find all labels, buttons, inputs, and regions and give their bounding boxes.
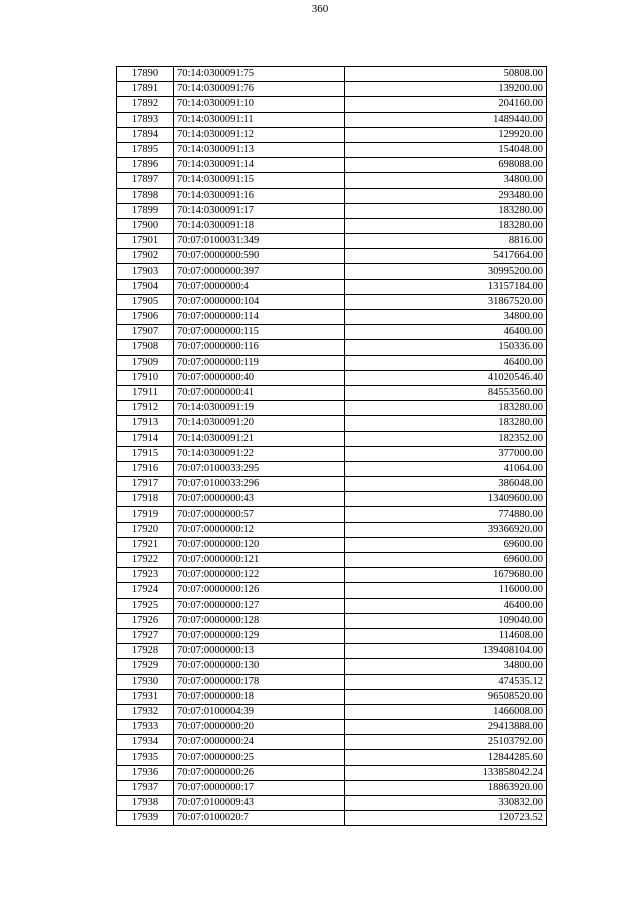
- table-row: [117, 735, 547, 750]
- row-number-cell: 17901: [117, 234, 174, 249]
- value-cell: 69600.00: [345, 553, 547, 568]
- cadastral-number-cell: 70:07:0000000:120: [174, 537, 345, 552]
- table-row: [117, 112, 547, 127]
- value-cell: 150336.00: [345, 340, 547, 355]
- value-cell: 34800.00: [345, 310, 547, 325]
- value-cell: 41064.00: [345, 461, 547, 476]
- row-number-cell: 17914: [117, 431, 174, 446]
- row-number-cell: 17902: [117, 249, 174, 264]
- table-row: [117, 796, 547, 811]
- row-number-cell: 17906: [117, 310, 174, 325]
- value-cell: 13157184.00: [345, 279, 547, 294]
- value-cell: 183280.00: [345, 401, 547, 416]
- value-cell: 129920.00: [345, 127, 547, 142]
- table-row: [117, 704, 547, 719]
- parcel-table: [116, 66, 547, 826]
- value-cell: 96508520.00: [345, 689, 547, 704]
- table-row: [117, 613, 547, 628]
- value-cell: 30995200.00: [345, 264, 547, 279]
- value-cell: 41020546.40: [345, 370, 547, 385]
- table-row: [117, 507, 547, 522]
- row-number-cell: 17922: [117, 553, 174, 568]
- cadastral-number-cell: 70:14:0300091:12: [174, 127, 345, 142]
- table-row: [117, 644, 547, 659]
- value-cell: 39366920.00: [345, 522, 547, 537]
- value-cell: 84553560.00: [345, 385, 547, 400]
- row-number-cell: 17890: [117, 67, 174, 82]
- value-cell: 139200.00: [345, 82, 547, 97]
- value-cell: 116000.00: [345, 583, 547, 598]
- value-cell: 377000.00: [345, 446, 547, 461]
- cadastral-number-cell: 70:14:0300091:16: [174, 188, 345, 203]
- value-cell: 120723.52: [345, 811, 547, 826]
- row-number-cell: 17896: [117, 158, 174, 173]
- row-number-cell: 17909: [117, 355, 174, 370]
- cadastral-number-cell: 70:14:0300091:18: [174, 218, 345, 233]
- value-cell: 34800.00: [345, 659, 547, 674]
- cadastral-number-cell: 70:14:0300091:15: [174, 173, 345, 188]
- cadastral-number-cell: 70:14:0300091:20: [174, 416, 345, 431]
- table-row: [117, 310, 547, 325]
- value-cell: 5417664.00: [345, 249, 547, 264]
- row-number-cell: 17925: [117, 598, 174, 613]
- value-cell: 12844285.60: [345, 750, 547, 765]
- cadastral-number-cell: 70:07:0000000:590: [174, 249, 345, 264]
- cadastral-number-cell: 70:07:0000000:12: [174, 522, 345, 537]
- cadastral-number-cell: 70:07:0100033:295: [174, 461, 345, 476]
- cadastral-number-cell: 70:07:0000000:13: [174, 644, 345, 659]
- row-number-cell: 17904: [117, 279, 174, 294]
- row-number-cell: 17918: [117, 492, 174, 507]
- value-cell: 46400.00: [345, 355, 547, 370]
- value-cell: 46400.00: [345, 325, 547, 340]
- table-row: [117, 568, 547, 583]
- table-row: [117, 446, 547, 461]
- cadastral-number-cell: 70:07:0000000:126: [174, 583, 345, 598]
- row-number-cell: 17900: [117, 218, 174, 233]
- parcel-table-body: [117, 67, 547, 826]
- cadastral-number-cell: 70:07:0000000:18: [174, 689, 345, 704]
- value-cell: 13409600.00: [345, 492, 547, 507]
- cadastral-number-cell: 70:07:0000000:130: [174, 659, 345, 674]
- row-number-cell: 17891: [117, 82, 174, 97]
- cadastral-number-cell: 70:07:0000000:178: [174, 674, 345, 689]
- table-row: [117, 203, 547, 218]
- value-cell: 698088.00: [345, 158, 547, 173]
- cadastral-number-cell: 70:07:0000000:4: [174, 279, 345, 294]
- value-cell: 154048.00: [345, 142, 547, 157]
- row-number-cell: 17939: [117, 811, 174, 826]
- row-number-cell: 17938: [117, 796, 174, 811]
- cadastral-number-cell: 70:07:0000000:40: [174, 370, 345, 385]
- row-number-cell: 17926: [117, 613, 174, 628]
- cadastral-number-cell: 70:14:0300091:21: [174, 431, 345, 446]
- table-row: [117, 158, 547, 173]
- table-row: [117, 492, 547, 507]
- value-cell: 386048.00: [345, 477, 547, 492]
- table-row: [117, 401, 547, 416]
- value-cell: 25103792.00: [345, 735, 547, 750]
- row-number-cell: 17932: [117, 704, 174, 719]
- row-number-cell: 17899: [117, 203, 174, 218]
- value-cell: 31867520.00: [345, 294, 547, 309]
- row-number-cell: 17928: [117, 644, 174, 659]
- table-row: [117, 659, 547, 674]
- table-row: [117, 750, 547, 765]
- row-number-cell: 17908: [117, 340, 174, 355]
- table-row: [117, 553, 547, 568]
- table-row: [117, 780, 547, 795]
- cadastral-number-cell: 70:07:0000000:129: [174, 628, 345, 643]
- value-cell: 8816.00: [345, 234, 547, 249]
- cadastral-number-cell: 70:14:0300091:14: [174, 158, 345, 173]
- cadastral-number-cell: 70:07:0000000:116: [174, 340, 345, 355]
- row-number-cell: 17924: [117, 583, 174, 598]
- cadastral-number-cell: 70:07:0000000:104: [174, 294, 345, 309]
- table-row: [117, 628, 547, 643]
- table-row: [117, 370, 547, 385]
- cadastral-number-cell: 70:07:0100004:39: [174, 704, 345, 719]
- value-cell: 34800.00: [345, 173, 547, 188]
- page-number: 360: [311, 3, 329, 15]
- row-number-cell: 17911: [117, 385, 174, 400]
- table-row: [117, 279, 547, 294]
- value-cell: 109040.00: [345, 613, 547, 628]
- value-cell: 50808.00: [345, 67, 547, 82]
- table-row: [117, 355, 547, 370]
- row-number-cell: 17910: [117, 370, 174, 385]
- value-cell: 1466008.00: [345, 704, 547, 719]
- table-row: [117, 477, 547, 492]
- table-row: [117, 294, 547, 309]
- row-number-cell: 17905: [117, 294, 174, 309]
- cadastral-number-cell: 70:07:0000000:119: [174, 355, 345, 370]
- row-number-cell: 17927: [117, 628, 174, 643]
- value-cell: 204160.00: [345, 97, 547, 112]
- table-row: [117, 82, 547, 97]
- cadastral-number-cell: 70:07:0100033:296: [174, 477, 345, 492]
- table-row: [117, 127, 547, 142]
- value-cell: 1679680.00: [345, 568, 547, 583]
- value-cell: 183280.00: [345, 218, 547, 233]
- row-number-cell: 17893: [117, 112, 174, 127]
- row-number-cell: 17921: [117, 537, 174, 552]
- table-row: [117, 234, 547, 249]
- table-row: [117, 142, 547, 157]
- row-number-cell: 17923: [117, 568, 174, 583]
- row-number-cell: 17916: [117, 461, 174, 476]
- table-row: [117, 537, 547, 552]
- cadastral-number-cell: 70:07:0000000:115: [174, 325, 345, 340]
- value-cell: 474535.12: [345, 674, 547, 689]
- cadastral-number-cell: 70:07:0000000:43: [174, 492, 345, 507]
- cadastral-number-cell: 70:07:0000000:25: [174, 750, 345, 765]
- table-row: [117, 431, 547, 446]
- cadastral-number-cell: 70:14:0300091:17: [174, 203, 345, 218]
- cadastral-number-cell: 70:07:0000000:397: [174, 264, 345, 279]
- cadastral-number-cell: 70:07:0000000:122: [174, 568, 345, 583]
- cadastral-number-cell: 70:14:0300091:13: [174, 142, 345, 157]
- table-row: [117, 188, 547, 203]
- row-number-cell: 17913: [117, 416, 174, 431]
- row-number-cell: 17898: [117, 188, 174, 203]
- table-row: [117, 598, 547, 613]
- cadastral-number-cell: 70:07:0000000:26: [174, 765, 345, 780]
- row-number-cell: 17930: [117, 674, 174, 689]
- table-row: [117, 249, 547, 264]
- cadastral-number-cell: 70:07:0000000:57: [174, 507, 345, 522]
- row-number-cell: 17935: [117, 750, 174, 765]
- value-cell: 1489440.00: [345, 112, 547, 127]
- cadastral-number-cell: 70:14:0300091:11: [174, 112, 345, 127]
- row-number-cell: 17895: [117, 142, 174, 157]
- value-cell: 330832.00: [345, 796, 547, 811]
- row-number-cell: 17931: [117, 689, 174, 704]
- cadastral-number-cell: 70:07:0000000:17: [174, 780, 345, 795]
- value-cell: 29413888.00: [345, 720, 547, 735]
- cadastral-number-cell: 70:07:0000000:114: [174, 310, 345, 325]
- cadastral-number-cell: 70:14:0300091:75: [174, 67, 345, 82]
- value-cell: 293480.00: [345, 188, 547, 203]
- value-cell: 182352.00: [345, 431, 547, 446]
- value-cell: 133858042.24: [345, 765, 547, 780]
- table-row: [117, 97, 547, 112]
- table-row: [117, 689, 547, 704]
- value-cell: 69600.00: [345, 537, 547, 552]
- cadastral-number-cell: 70:14:0300091:10: [174, 97, 345, 112]
- row-number-cell: 17936: [117, 765, 174, 780]
- row-number-cell: 17917: [117, 477, 174, 492]
- value-cell: 183280.00: [345, 203, 547, 218]
- row-number-cell: 17933: [117, 720, 174, 735]
- row-number-cell: 17937: [117, 780, 174, 795]
- value-cell: 114608.00: [345, 628, 547, 643]
- table-row: [117, 173, 547, 188]
- cadastral-number-cell: 70:07:0000000:127: [174, 598, 345, 613]
- row-number-cell: 17919: [117, 507, 174, 522]
- cadastral-number-cell: 70:07:0000000:41: [174, 385, 345, 400]
- table-row: [117, 67, 547, 82]
- row-number-cell: 17907: [117, 325, 174, 340]
- table-row: [117, 765, 547, 780]
- value-cell: 183280.00: [345, 416, 547, 431]
- row-number-cell: 17934: [117, 735, 174, 750]
- table-row: [117, 811, 547, 826]
- cadastral-number-cell: 70:07:0000000:20: [174, 720, 345, 735]
- cadastral-number-cell: 70:14:0300091:22: [174, 446, 345, 461]
- cadastral-number-cell: 70:14:0300091:19: [174, 401, 345, 416]
- cadastral-number-cell: 70:07:0000000:121: [174, 553, 345, 568]
- cadastral-number-cell: 70:07:0100020:7: [174, 811, 345, 826]
- table-row: [117, 461, 547, 476]
- value-cell: 18863920.00: [345, 780, 547, 795]
- table-row: [117, 218, 547, 233]
- row-number-cell: 17920: [117, 522, 174, 537]
- row-number-cell: 17903: [117, 264, 174, 279]
- cadastral-number-cell: 70:14:0300091:76: [174, 82, 345, 97]
- table-row: [117, 264, 547, 279]
- cadastral-number-cell: 70:07:0100009:43: [174, 796, 345, 811]
- cadastral-number-cell: 70:07:0000000:24: [174, 735, 345, 750]
- value-cell: 46400.00: [345, 598, 547, 613]
- row-number-cell: 17915: [117, 446, 174, 461]
- value-cell: 139408104.00: [345, 644, 547, 659]
- cadastral-number-cell: 70:07:0100031:349: [174, 234, 345, 249]
- row-number-cell: 17894: [117, 127, 174, 142]
- table-row: [117, 340, 547, 355]
- table-row: [117, 522, 547, 537]
- table-row: [117, 325, 547, 340]
- table-row: [117, 720, 547, 735]
- cadastral-number-cell: 70:07:0000000:128: [174, 613, 345, 628]
- row-number-cell: 17897: [117, 173, 174, 188]
- row-number-cell: 17892: [117, 97, 174, 112]
- table-row: [117, 416, 547, 431]
- row-number-cell: 17912: [117, 401, 174, 416]
- table-row: [117, 674, 547, 689]
- row-number-cell: 17929: [117, 659, 174, 674]
- table-row: [117, 385, 547, 400]
- value-cell: 774880.00: [345, 507, 547, 522]
- table-row: [117, 583, 547, 598]
